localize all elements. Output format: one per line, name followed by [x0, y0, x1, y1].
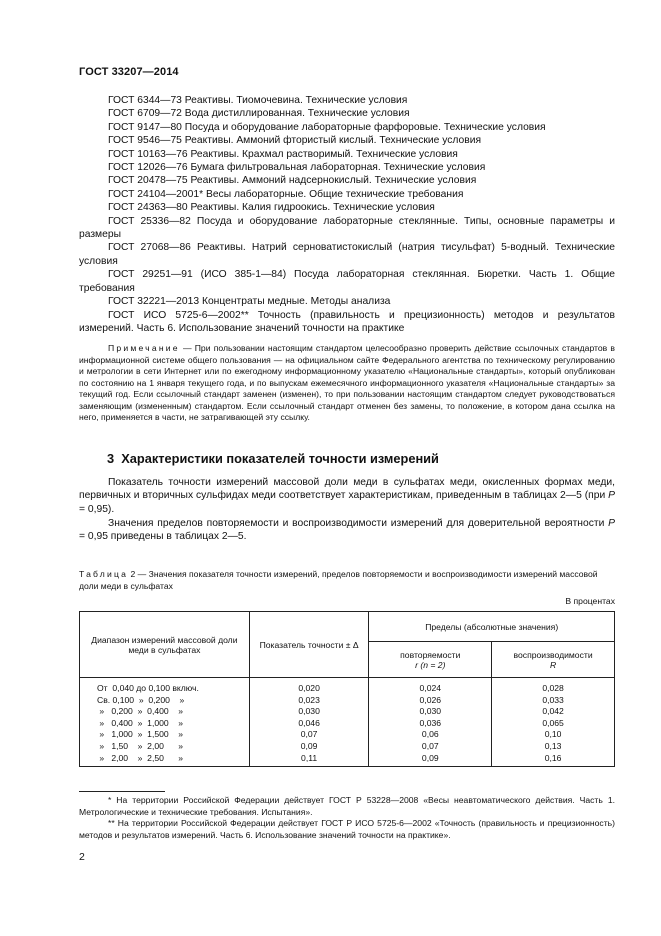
cell-range: » 0,400 » 1,000 » — [80, 718, 250, 730]
cell-repeatability: 0,036 — [369, 718, 492, 730]
note-block — [79, 343, 615, 424]
header-reproducibility-label: воспроизводимости — [513, 649, 593, 660]
footnote-2: ** На территории Российской Федерации действует ГОСТ Р ИСО 5725-6—2002 «Точность (правильность и прецизионность) методов и результатов измерений. Часть 6. Использование значений точности на практике». — [79, 818, 615, 840]
footnote-divider — [79, 791, 165, 792]
reference-item: ГОСТ 24363—80 Реактивы. Калия гидроокись. Технические условия — [108, 202, 435, 214]
section-heading — [107, 451, 439, 466]
cell-repeatability: 0,07 — [369, 741, 492, 753]
header-accuracy: Показатель точности ± Δ — [249, 612, 369, 678]
table-caption-text: 2 — Значения показателя точности измерений, пределов повторяемости и воспроизводимости измерений массовой доли меди в сульфатах — [79, 569, 598, 591]
table-row — [80, 741, 615, 753]
header-reproducibility — [492, 642, 615, 678]
cell-accuracy: 0,11 — [249, 753, 369, 767]
cell-accuracy: 0,030 — [249, 706, 369, 718]
cell-accuracy: 0,09 — [249, 741, 369, 753]
reference-item: ГОСТ 29251—91 (ИСО 385-1—84) Посуда лабораторная стеклянная. Бюретки. Часть 1. Общие требования — [79, 269, 615, 294]
cell-accuracy: 0,023 — [249, 695, 369, 707]
cell-reproducibility: 0,16 — [492, 753, 615, 767]
paragraph-accuracy — [79, 476, 615, 516]
footnote-1: * На территории Российской Федерации действует ГОСТ Р 53228—2008 «Весы неавтоматического действия. Часть 1. Метрологические и технические требования. Испытания». — [79, 795, 615, 817]
variable-p: P — [608, 518, 615, 529]
reference-item: ГОСТ 24104—2001* Весы лабораторные. Общие технические требования — [108, 188, 464, 200]
paragraph-text: Показатель точности измерений массовой доли меди в сульфатах меди, окисленных формах меди, первичных и вторичных сульфидах меди соответствует характеристикам, приведенным в таблицах 2—5 (при — [79, 477, 615, 502]
cell-reproducibility: 0,033 — [492, 695, 615, 707]
accuracy-table — [79, 611, 615, 767]
table-row — [80, 753, 615, 767]
cell-reproducibility: 0,13 — [492, 741, 615, 753]
reference-item: ГОСТ 20478—75 Реактивы. Аммоний надсернокислый. Технические условия — [108, 175, 477, 187]
document-header: ГОСТ 33207—2014 — [79, 66, 179, 78]
reference-item: ГОСТ 25336—82 Посуда и оборудование лабораторные стеклянные. Типы, основные параметры и размеры — [79, 215, 615, 241]
table-row — [80, 718, 615, 730]
paragraph-text: Значения пределов повторяемости и воспроизводимости измерений для доверительной вероятности — [108, 518, 609, 529]
cell-reproducibility: 0,028 — [492, 678, 615, 695]
cell-range: От 0,040 до 0,100 включ. — [80, 678, 250, 695]
cell-range: Св. 0,100 » 0,200 » — [80, 695, 250, 707]
table-row — [80, 729, 615, 741]
reference-item: ГОСТ 27068—86 Реактивы. Натрий серноватистокислый (натрия тисульфат) 5-водный. Технические условия — [79, 242, 615, 267]
cell-accuracy: 0,046 — [249, 718, 369, 730]
reference-item: ГОСТ 12026—76 Бумага фильтровальная лабораторная. Технические условия — [108, 162, 486, 174]
reference-item: ГОСТ 32221—2013 Концентраты медные. Методы анализа — [108, 296, 391, 308]
section-title: Характеристики показателей точности измерений — [121, 451, 439, 466]
references-list — [79, 94, 615, 335]
cell-reproducibility: 0,042 — [492, 706, 615, 718]
reference-item: ГОСТ 10163—76 Реактивы. Крахмал растворимый. Технические условия — [108, 148, 458, 160]
table-row — [80, 706, 615, 718]
variable-p: P — [608, 490, 615, 502]
cell-reproducibility: 0,065 — [492, 718, 615, 730]
reference-item: ГОСТ 6709—72 Вода дистиллированная. Технические условия — [108, 108, 410, 120]
cell-reproducibility: 0,10 — [492, 729, 615, 741]
header-repeatability — [369, 642, 492, 678]
header-range: Диапазон измерений массовой доли меди в сульфатах — [80, 612, 250, 678]
cell-repeatability: 0,026 — [369, 695, 492, 707]
cell-repeatability: 0,09 — [369, 753, 492, 767]
paragraph-tail: = 0,95). — [79, 503, 115, 515]
table-label: Таблица — [79, 569, 129, 579]
cell-accuracy: 0,07 — [249, 729, 369, 741]
cell-range: » 1,000 » 1,500 » — [80, 729, 250, 741]
cell-repeatability: 0,030 — [369, 706, 492, 718]
table-caption — [79, 568, 615, 592]
cell-repeatability: 0,024 — [369, 678, 492, 695]
cell-range: » 1,50 » 2,00 » — [80, 741, 250, 753]
cell-accuracy: 0,020 — [249, 678, 369, 695]
header-repeatability-symbol: r (n = 2) — [415, 659, 446, 670]
note-label: Примечание — [108, 343, 180, 353]
cell-range: » 2,00 » 2,50 » — [80, 753, 250, 767]
table-units: В процентах — [565, 596, 615, 606]
table-row — [80, 695, 615, 707]
paragraph-tail: = 0,95 приведены в таблицах 2—5. — [79, 531, 247, 543]
reference-item: ГОСТ 9147—80 Посуда и оборудование лабораторные фарфоровые. Технические условия — [108, 121, 546, 133]
header-repeatability-label: повторяемости — [400, 649, 461, 660]
section-number: 3 — [107, 451, 115, 466]
page-number: 2 — [79, 851, 85, 863]
reference-item: ГОСТ 9546—75 Реактивы. Аммоний фтористый кислый. Технические условия — [108, 135, 482, 147]
reference-item: ГОСТ ИСО 5725-6—2002** Точность (правильность и прецизионность) методов и результатов измерений. Часть 6. Использование значений точности на практике — [79, 309, 615, 334]
header-reproducibility-symbol: R — [549, 659, 557, 670]
header-limits: Пределы (абсолютные значения) — [369, 612, 615, 642]
table-row — [80, 678, 615, 695]
cell-repeatability: 0,06 — [369, 729, 492, 741]
reference-item: ГОСТ 6344—73 Реактивы. Тиомочевина. Технические условия — [108, 95, 408, 106]
note-text: — При пользовании настоящим стандартом целесообразно проверить действие ссылочных стандартов в информационной системе общего пользования — на официальном сайте Федерального агентства по техническому регулированию и метрологии в сети Интернет или по ежегодному информационному указателю «Национальные стандарты», который опубликован по состоянию на 1 января текущего года, и по выпускам ежемесячного информационного указателя «Национальные стандарты» за текущий год. Если ссылочный стандарт заменен (изменен), то при пользовании настоящим стандартом следует руководствоваться заменяющим (измененным) стандартом. Если ссылочный стандарт отменен без замены, то положение, в котором дана ссылка на него, применяется в части, не затрагивающей эту ссылку. — [79, 343, 615, 422]
cell-range: » 0,200 » 0,400 » — [80, 706, 250, 718]
paragraph-limits — [79, 517, 615, 544]
